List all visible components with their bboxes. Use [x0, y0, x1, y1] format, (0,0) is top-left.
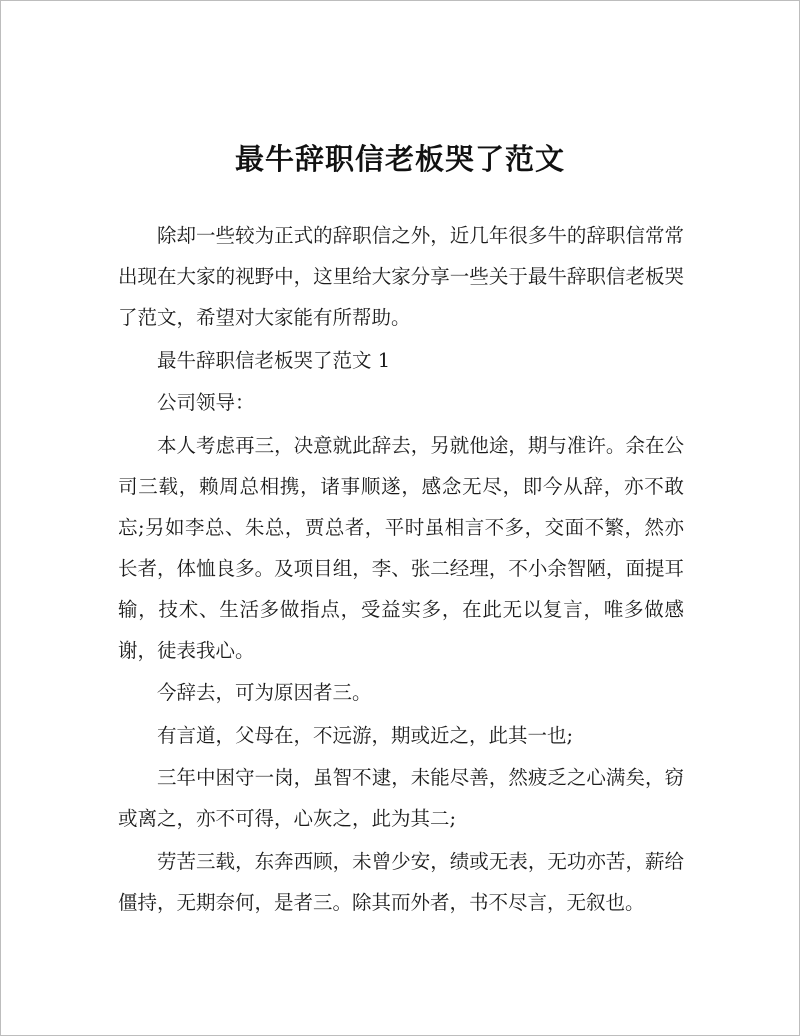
body-paragraph: 三年中困守一岗，虽智不逮，未能尽善，然疲乏之心满矣，窃或离之，亦不可得，心灰之，此为其二; [118, 766, 684, 830]
document-title: 最牛辞职信老板哭了范文 [234, 142, 565, 176]
intro-paragraph: 除却一些较为正式的辞职信之外，近几年很多牛的辞职信常常出现在大家的视野中，这里给大家分享一些关于最牛辞职信老板哭了范文，希望对大家能有所帮助。 [118, 224, 684, 329]
body-paragraph: 今辞去，可为原因者三。 [157, 681, 372, 704]
document-body [118, 215, 684, 924]
body-paragraph: 劳苦三载，东奔西顾，未曾少安，绩或无表，无功亦苦，薪给僵持，无期奈何，是者三。除其而外者，书不尽言，无叙也。 [118, 849, 684, 914]
body-paragraph: 本人考虑再三，决意就此辞去，另就他途，期与准许。余在公司三载，赖周总相携，诸事顺遂，感念无尽，即今从辞，亦不敢忘;另如李总、朱总，贾总者，平时虽相言不多，交面不繁，然亦长者，体恤良多。及项目组，李、张二经理，不小余智陋，面提耳输，技术、生活多做指点，受益实多，在此无以复言，唯多做感谢，徒表我心。 [118, 433, 684, 662]
salutation: 公司领导： [157, 391, 255, 414]
body-paragraph: 有言道，父母在，不远游，期或近之，此其一也; [157, 723, 574, 747]
section-heading: 最牛辞职信老板哭了范文 1 [157, 348, 391, 372]
